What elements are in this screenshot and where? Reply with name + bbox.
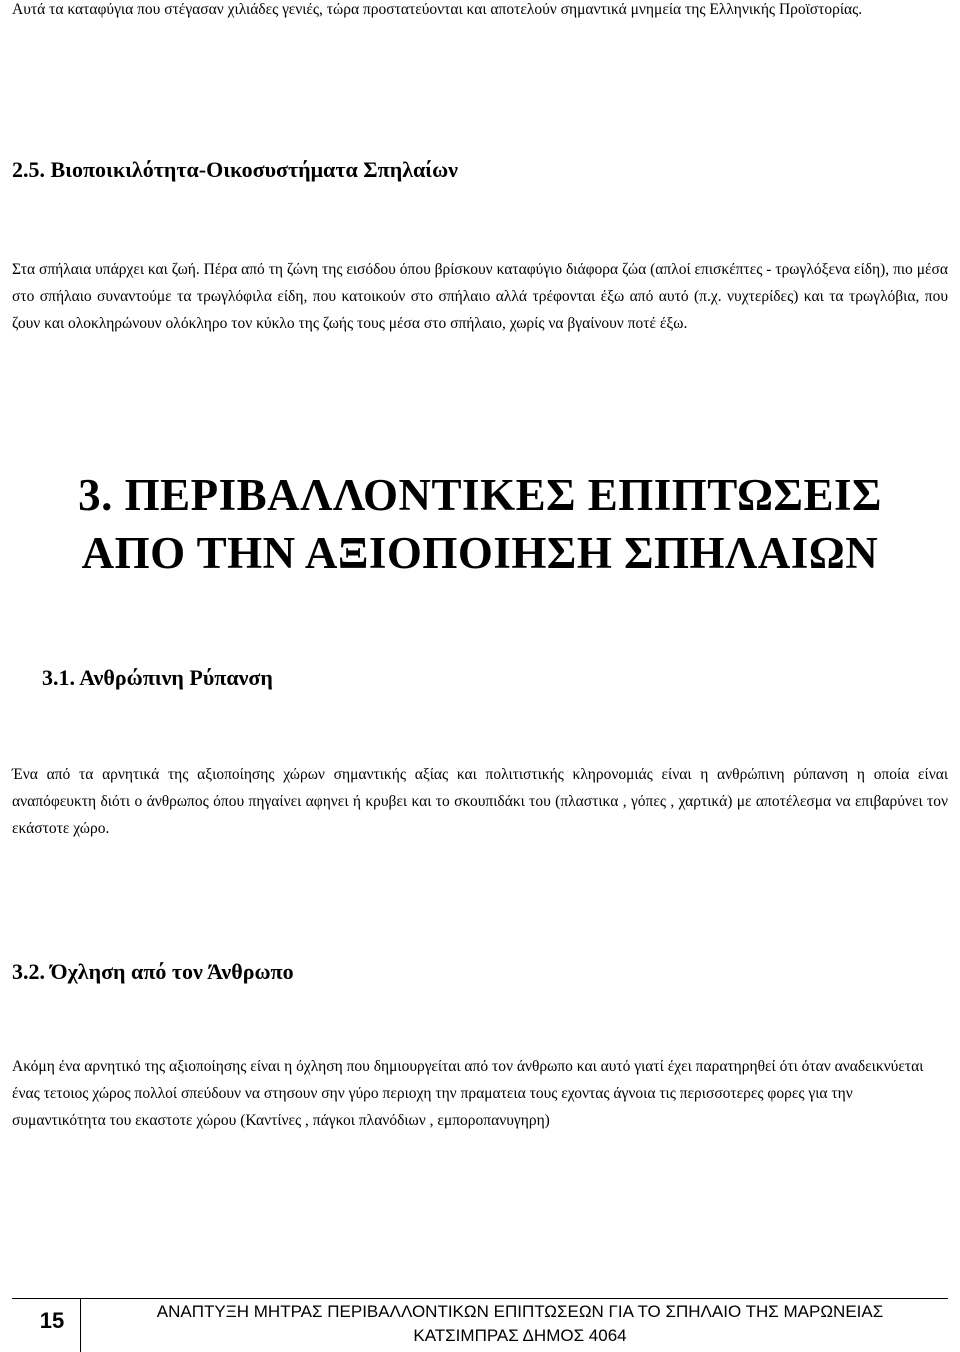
chapter-3-title-line1: 3. ΠΕΡΙΒΑΛΛΟΝΤΙΚΕΣ ΕΠΙΠΤΩΣΕΙΣ (78, 470, 882, 520)
footer-title-line1: ΑΝΑΠΤΥΞΗ ΜΗΤΡΑΣ ΠΕΡΙΒΑΛΛΟΝΤΙΚΩΝ ΕΠΙΠΤΩΣΕΩΝ ΓΙΑ ΤΟ ΣΠΗΛΑΙΟ ΤΗΣ ΜΑΡΩΝΕΙΑΣ (156, 1302, 884, 1321)
section-3-1-paragraph: Ένα από τα αρνητικά της αξιοποίησης χώρων σημαντικής αξίας και πολιτιστικής κληρονομιάς είναι η ανθρώπινη ρύπανση η οποία είναι αναπόφευκτη διότι ο άνθρωπος όπου πηγαίνει αφηνει ή κρυβει και το σκουπιδάκι του (πλαστικα , γόπες , χαρτικά) με αποτέλεσμα να επιβαρύνει τον εκάστοτε χώρο. (12, 766, 948, 837)
chapter-3-title-line2: ΑΠΟ ΤΗΝ ΑΞΙΟΠΟΙΗΣΗ ΣΠΗΛΑΙΩΝ (81, 528, 879, 578)
intro-continuation-paragraph: Αυτά τα καταφύγια που στέγασαν χιλιάδες γενιές, τώρα προστατεύονται και αποτελούν σημαντικά μνημεία της Ελληνικής Προϊστορίας. (12, 1, 863, 18)
footer-divider (12, 1298, 948, 1299)
footer-title (100, 1300, 940, 1348)
section-2-5-paragraph: Στα σπήλαια υπάρχει και ζωή. Πέρα από τη ζώνη της εισόδου όπου βρίσκουν καταφύγιο διάφορα ζώα (απλοί επισκέπτες - τρωγλόξενα είδη), πιο μέσα στο σπήλαιο συναντούμε τα τρωγλόφιλα είδη, που κατοικούν στο σπήλαιο αλλά τρέφονται έξω από αυτό (π.χ. νυχτερίδες) και τα τρωγλόβια, που ζουν και ολοκληρώνουν ολόκληρο τον κύκλο της ζωής τους μέσα στο σπήλαιο, χωρίς να βγαίνουν ποτέ έξω. (12, 261, 948, 332)
page-number: 15 (39, 1308, 65, 1333)
section-3-1-heading: 3.1. Ανθρώπινη Ρύπανση (42, 665, 273, 690)
page-number-divider (80, 1298, 81, 1352)
section-2-5-heading: 2.5. Βιοποικιλότητα-Οικοσυστήματα Σπηλαίων (12, 157, 459, 182)
page-footer (0, 1298, 960, 1352)
section-3-2-heading: 3.2. Όχληση από τον Άνθρωπο (12, 959, 294, 984)
footer-title-line2: ΚΑΤΣΙΜΠΡΑΣ ΔΗΜΟΣ 4064 (413, 1326, 627, 1345)
section-3-2-paragraph: Ακόμη ένα αρνητικό της αξιοποίησης είναι η όχληση που δημιουργείται από τον άνθρωπο και αυτό γιατί έχει παρατηρηθεί ότι όταν αναδεικνύεται ένας τετοιος χώρος πολλοί σπεύδουν να στησουν σην γύρο περιοχη την πραματεια τους εχοντας άγνοια τις περισσοτερες φορες για την συμαντικότητα του εκαστοτε χώρου (Καντίνες , πάγκοι πλανόδιων , εμποροπανυγηρη) (12, 1058, 924, 1129)
